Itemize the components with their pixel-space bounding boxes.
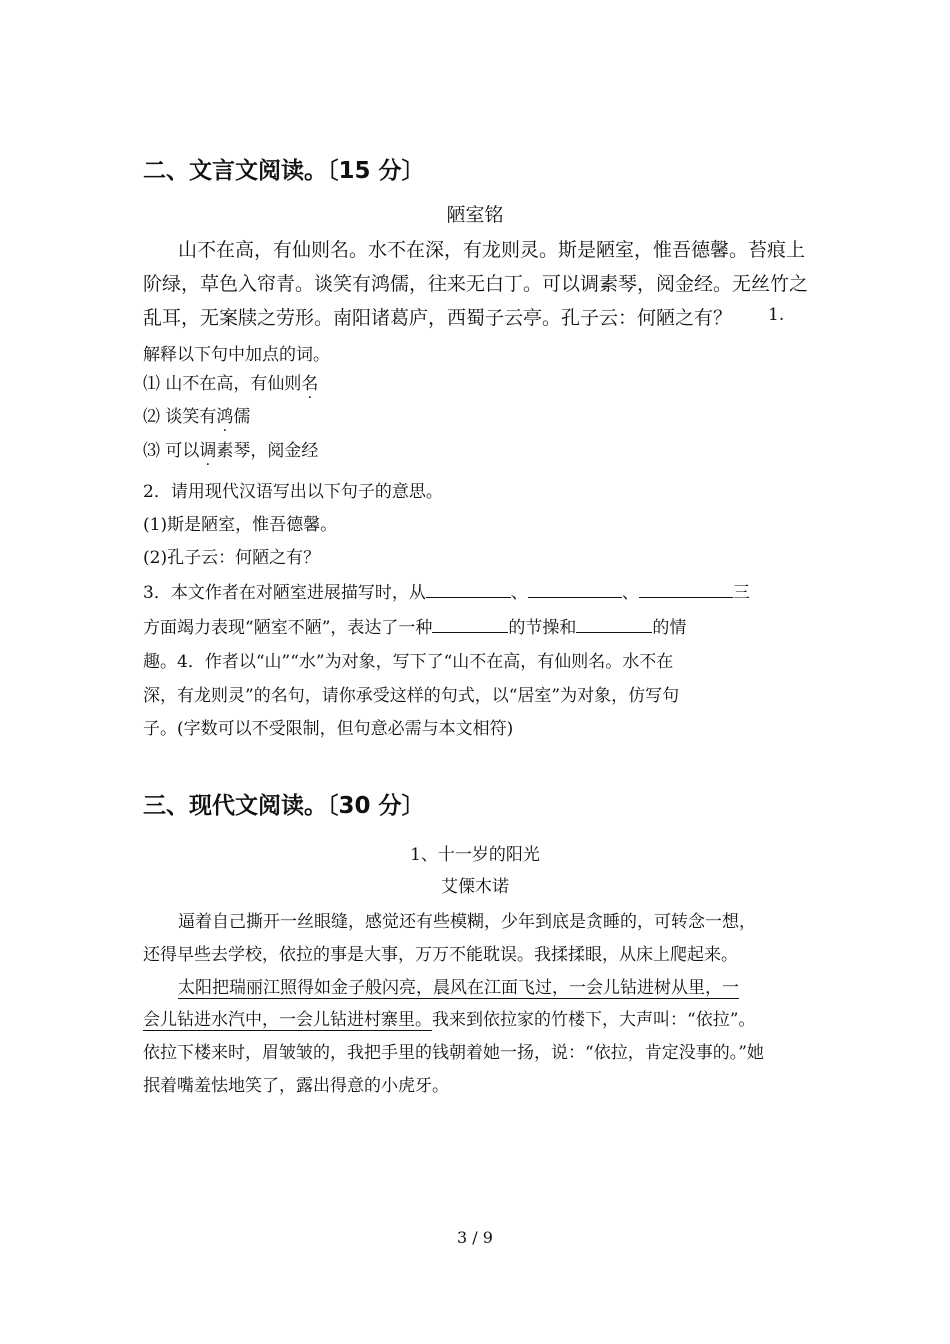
q3-text: 方面竭力表现“陋室不陋”，表达了一种	[143, 618, 433, 638]
q3-separator: 、	[621, 583, 639, 603]
question-1-prompt: 解释以下句中加点的词。	[143, 345, 330, 365]
question-1-number: 1.	[768, 305, 785, 325]
poem-line-2: 阶绿，草色入帘青。谈笑有鸿儒，往来无白丁。可以调素琴，阅金经。无丝竹之	[143, 273, 809, 295]
item-text: ⑶ 可以	[143, 441, 200, 461]
q3-text: 三	[732, 583, 750, 603]
paragraph-text: 我来到依拉家的竹楼下，大声叫：“依拉”。	[432, 1010, 756, 1030]
item-text: 儒	[233, 407, 251, 427]
paragraph-2-line-1	[178, 973, 739, 998]
question-3-line-2	[143, 613, 686, 638]
q3-separator: 、	[510, 583, 528, 603]
dotted-word: 鸿	[216, 407, 234, 427]
item-text: ⑴ 山不在高，有仙则	[143, 374, 302, 394]
q3-text: 的节操和	[508, 618, 577, 638]
question-4-line-1: 趣。4．作者以“山”“水”为对象，写下了“山不在高，有仙则名。水不在	[143, 652, 674, 672]
paragraph-2-line-2	[143, 1005, 755, 1030]
answer-blank[interactable]	[639, 579, 733, 598]
question-1-item-1	[143, 369, 318, 394]
poem-line-3: 乱耳，无案牍之劳形。南阳诸葛庐，西蜀子云亭。孔子云：何陋之有？	[143, 307, 733, 329]
question-2-prompt: 2．请用现代汉语写出以下句子的意思。	[143, 482, 443, 502]
question-1-item-2	[143, 402, 250, 427]
story-title: 1、十一岁的阳光	[410, 845, 540, 865]
paragraph-1-line-2: 还得早些去学校，依拉的事是大事，万万不能耽误。我揉揉眼，从床上爬起来。	[143, 945, 738, 965]
answer-blank[interactable]	[528, 579, 622, 598]
q3-text: 3．本文作者在对陋室进展描写时，从	[143, 583, 426, 603]
answer-blank[interactable]	[576, 614, 652, 633]
underlined-text: 太阳把瑞丽江照得如金子般闪亮，晨风在江面飞过，一会儿钻进树从里，一	[178, 978, 739, 998]
paragraph-2-line-3: 依拉下楼来时，眉皱皱的，我把手里的钱朝着她一扬，说：“依拉，肯定没事的。”她	[143, 1043, 764, 1063]
question-4-line-3: 子。(字数可以不受限制，但句意必需与本文相符)	[143, 719, 514, 739]
question-4-line-2: 深，有龙则灵”的名句，请你承受这样的句式，以“居室”为对象，仿写句	[143, 686, 680, 706]
answer-blank[interactable]	[426, 579, 511, 598]
dotted-word: 调	[199, 441, 217, 461]
question-3-line-1	[143, 578, 750, 603]
dotted-word: 名	[301, 374, 319, 394]
answer-blank[interactable]	[432, 614, 508, 633]
item-text: ⑵ 谈笑有	[143, 407, 217, 427]
question-2-item-2: (2)孔子云：何陋之有？	[143, 548, 321, 568]
page-number: 3 / 9	[457, 1228, 493, 1247]
underlined-text: 会儿钻进水汽中，一会儿钻进村寨里。	[143, 1010, 432, 1030]
section-2-heading: 二、文言文阅读。〔15 分〕	[143, 158, 425, 184]
paragraph-2-line-4: 抿着嘴羞怯地笑了，露出得意的小虎牙。	[143, 1076, 449, 1096]
poem-title: 陋室铭	[446, 204, 504, 226]
paragraph-1-line-1: 逼着自己撕开一丝眼缝，感觉还有些模糊，少年到底是贪睡的，可转念一想，	[178, 912, 756, 932]
question-1-item-3	[143, 436, 318, 461]
q3-text: 的情	[652, 618, 687, 638]
section-3-heading: 三、现代文阅读。〔30 分〕	[143, 793, 425, 819]
story-author: 艾傈木诺	[441, 877, 509, 897]
poem-line-1: 山不在高，有仙则名。水不在深，有龙则灵。斯是陋室，惟吾德馨。苔痕上	[178, 239, 806, 261]
item-text: 素琴，阅金经	[216, 441, 319, 461]
question-2-item-1: (1)斯是陋室，惟吾德馨。	[143, 515, 338, 535]
